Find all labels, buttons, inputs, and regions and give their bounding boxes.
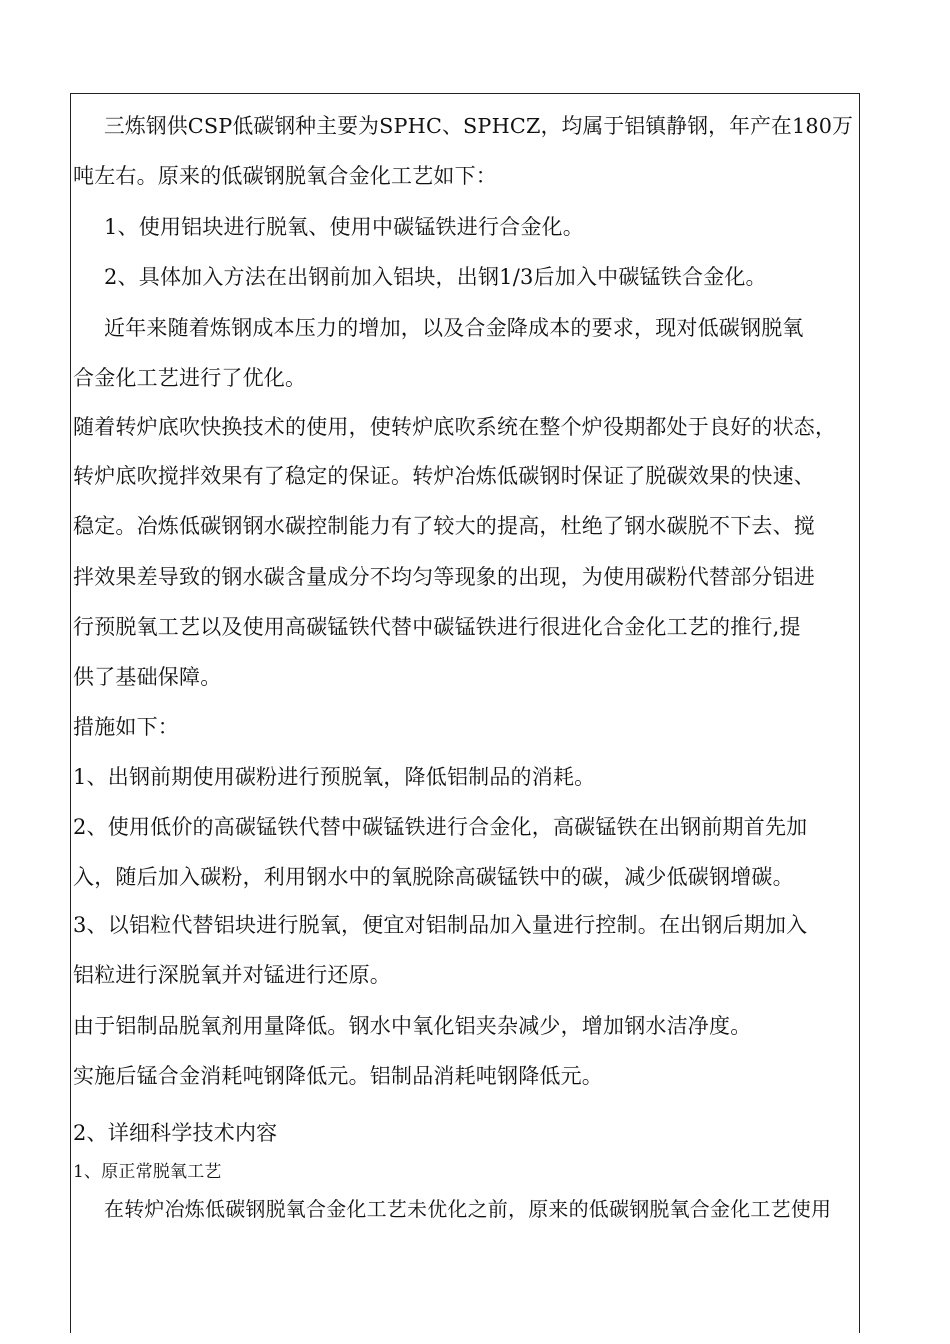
list-item-line-4: 2、具体加入方法在出钢前加入铝块，出钢1/3后加入中碳锰铁合金化。 [104,265,767,289]
paragraph-line-6: 合金化工艺进行了优化。 [73,366,307,390]
measure-item-3-line-2: 铝粒进行深脱氧并对锰进行还原。 [73,963,391,987]
measures-heading: 措施如下： [73,715,179,739]
paragraph-line-7: 随着转炉底吹快换技术的使用，使转炉底吹系统在整个炉役期都处于良好的状态， [73,415,837,439]
paragraph-line-1: 三炼钢供CSP低碳钢种主要为SPHC、SPHCZ，均属于铝镇静钢，年产在180万 [104,114,854,138]
paragraph-line-10: 拌效果差导致的钢水碳含量成分不均匀等现象的出现，为使用碳粉代替部分铝进 [73,565,815,589]
result-line-1: 由于铝制品脱氧剂用量降低。钢水中氧化铝夹杂减少，增加钢水洁净度。 [73,1014,752,1038]
subsection-heading: 1、原正常脱氧工艺 [73,1162,222,1182]
measure-item-2-line-1: 2、使用低价的高碳锰铁代替中碳锰铁进行合金化，高碳锰铁在出钢前期首先加 [73,815,808,839]
section-heading: 2、详细科学技术内容 [73,1121,278,1145]
paragraph-line-5: 近年来随着炼钢成本压力的增加，以及合金降成本的要求，现对低碳钢脱氧 [104,316,804,340]
paragraph-last-line: 在转炉冶炼低碳钢脱氧合金化工艺未优化之前，原来的低碳钢脱氧合金化工艺使用 [104,1197,832,1221]
list-item-line-3: 1、使用铝块进行脱氧、使用中碳锰铁进行合金化。 [104,215,584,239]
measure-item-1: 1、出钢前期使用碳粉进行预脱氧，降低铝制品的消耗。 [73,765,596,789]
measure-item-3-line-1: 3、以铝粒代替铝块进行脱氧，便宜对铝制品加入量进行控制。在出钢后期加入 [73,913,808,937]
paragraph-line-9: 稳定。冶炼低碳钢钢水碳控制能力有了较大的提高，杜绝了钢水碳脱不下去、搅 [73,514,815,538]
result-line-2: 实施后锰合金消耗吨钢降低元。铝制品消耗吨钢降低元。 [73,1064,603,1088]
measure-item-2-line-2: 入，随后加入碳粉，利用钢水中的氧脱除高碳锰铁中的碳，减少低碳钢增碳。 [73,865,794,889]
paragraph-line-11: 行预脱氧工艺以及使用高碳锰铁代替中碳锰铁进行很进化合金化工艺的推行,提 [73,615,801,639]
paragraph-line-8: 转炉底吹搅拌效果有了稳定的保证。转炉冶炼低碳钢时保证了脱碳效果的快速、 [73,464,815,488]
paragraph-line-2: 吨左右。原来的低碳钢脱氧合金化工艺如下： [73,164,497,188]
paragraph-line-12: 供了基础保障。 [73,665,222,689]
